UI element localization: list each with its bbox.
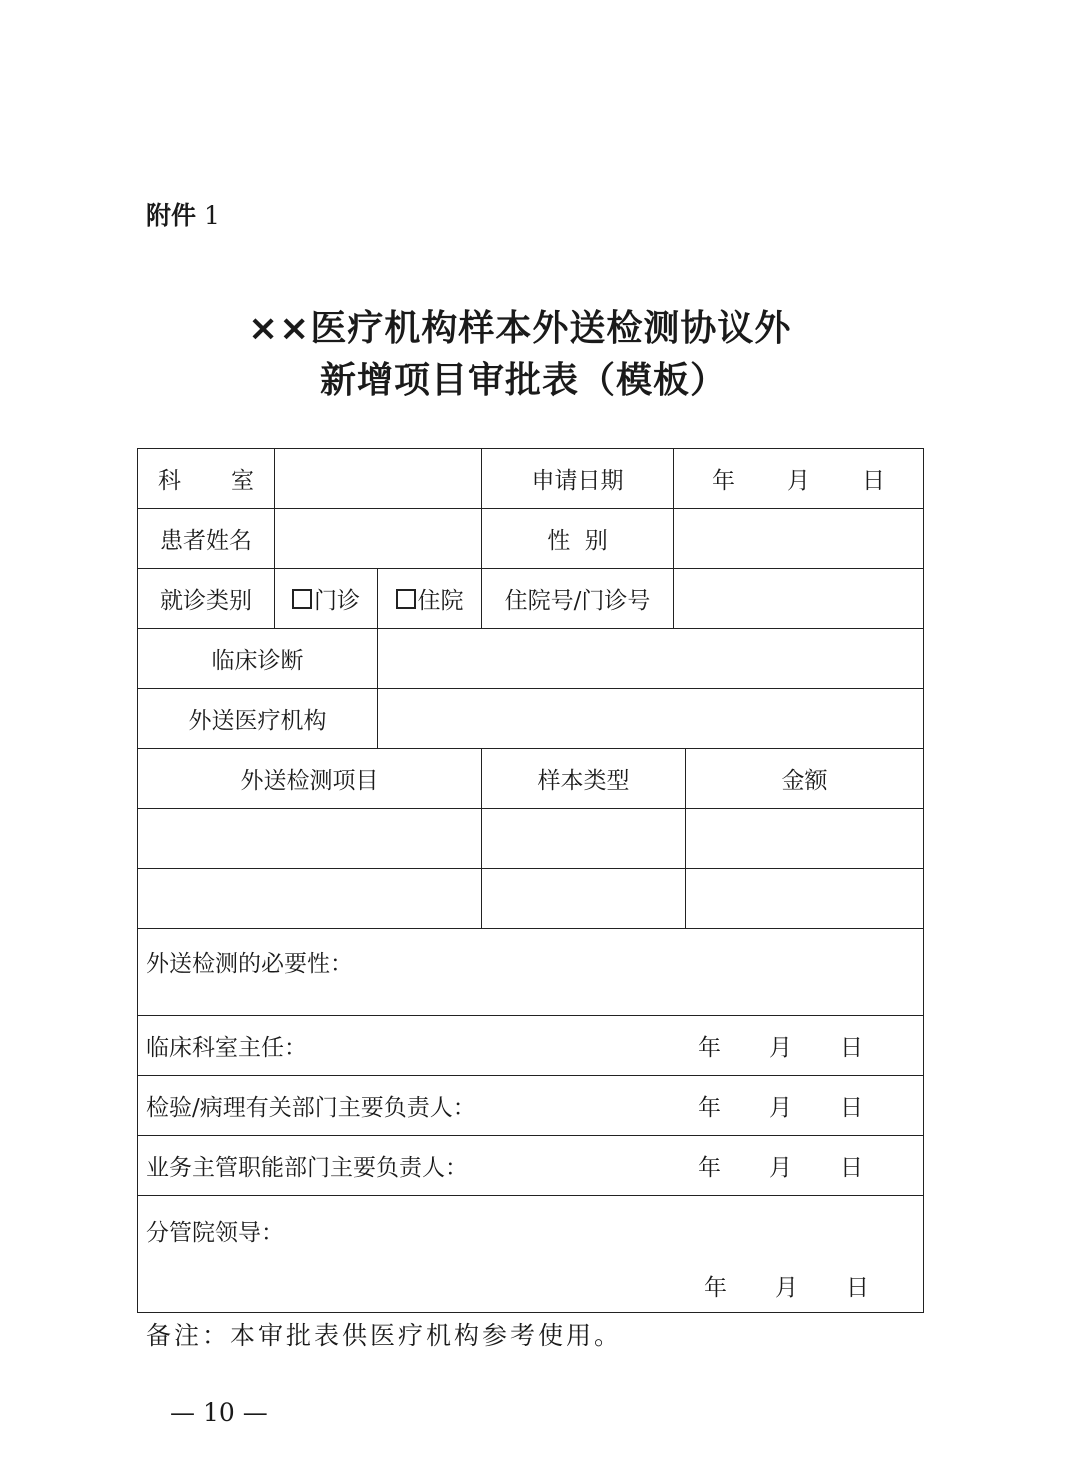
business-head-field[interactable] (138, 1136, 924, 1196)
diagnosis-field[interactable] (378, 629, 924, 689)
attachment-label (146, 196, 220, 232)
footnote: 备注：本审批表供医疗机构参考使用。 (146, 1321, 623, 1350)
col-sample-header: 样本类型 (482, 749, 686, 809)
inpatient-option[interactable]: 住院 (378, 569, 482, 629)
sample-field[interactable] (482, 869, 686, 929)
inpatient-checkbox[interactable] (396, 589, 416, 609)
item-row (138, 869, 924, 929)
clinical-director-field[interactable] (138, 1016, 924, 1076)
visit-type-label: 就诊类别 (138, 569, 275, 629)
department-label: 科 室 (138, 449, 275, 509)
title-line-1: ××医疗机构样本外送检测协议外 (248, 308, 792, 349)
row-patient (138, 509, 924, 569)
visit-number-field[interactable] (674, 569, 924, 629)
necessity-field[interactable] (138, 929, 924, 1016)
lab-head-field[interactable] (138, 1076, 924, 1136)
gender-label: 性 别 (482, 509, 674, 569)
outpatient-option[interactable]: 门诊 (275, 569, 378, 629)
row-items-header (138, 749, 924, 809)
item-field[interactable] (138, 869, 482, 929)
business-head-label: 业务主管职能部门主要负责人： (146, 1155, 468, 1181)
row-business-head (138, 1136, 924, 1196)
gender-field[interactable] (674, 509, 924, 569)
outpatient-checkbox[interactable] (292, 589, 312, 609)
item-row (138, 809, 924, 869)
amount-field[interactable] (686, 869, 924, 929)
leader-date: 年 月 日 (704, 1275, 869, 1301)
row-leader (138, 1196, 924, 1313)
necessity-label: 外送检测的必要性： (146, 951, 353, 977)
page-number: — 10 — (170, 1398, 268, 1427)
patient-name-label: 患者姓名 (138, 509, 275, 569)
business-head-date: 年 月 日 (698, 1155, 863, 1181)
item-field[interactable] (138, 809, 482, 869)
sample-field[interactable] (482, 809, 686, 869)
visit-number-label: 住院号/门诊号 (482, 569, 674, 629)
leader-field[interactable] (138, 1196, 924, 1313)
row-external-institution (138, 689, 924, 749)
diagnosis-label: 临床诊断 (138, 629, 378, 689)
leader-label: 分管院领导： (146, 1220, 284, 1246)
row-clinical-director (138, 1016, 924, 1076)
patient-name-field[interactable] (275, 509, 482, 569)
col-amount-header: 金额 (686, 749, 924, 809)
lab-head-label: 检验/病理有关部门主要负责人： (146, 1095, 476, 1121)
department-field[interactable] (275, 449, 482, 509)
title-line-2: 新增项目审批表（模板） (320, 360, 728, 401)
approval-form (137, 448, 924, 1313)
row-visit-type (138, 569, 924, 629)
amount-field[interactable] (686, 809, 924, 869)
attachment-text: 附件 (146, 201, 197, 230)
col-item-header: 外送检测项目 (138, 749, 482, 809)
clinical-director-date: 年 月 日 (698, 1035, 863, 1061)
lab-head-date: 年 月 日 (698, 1095, 863, 1121)
external-institution-field[interactable] (378, 689, 924, 749)
row-lab-head (138, 1076, 924, 1136)
row-department (138, 449, 924, 509)
external-institution-label: 外送医疗机构 (138, 689, 378, 749)
apply-date-field[interactable]: 年 月 日 (674, 449, 924, 509)
apply-date-label: 申请日期 (482, 449, 674, 509)
clinical-director-label: 临床科室主任： (146, 1035, 307, 1061)
attachment-number: 1 (203, 201, 220, 230)
row-diagnosis (138, 629, 924, 689)
row-necessity (138, 929, 924, 1016)
